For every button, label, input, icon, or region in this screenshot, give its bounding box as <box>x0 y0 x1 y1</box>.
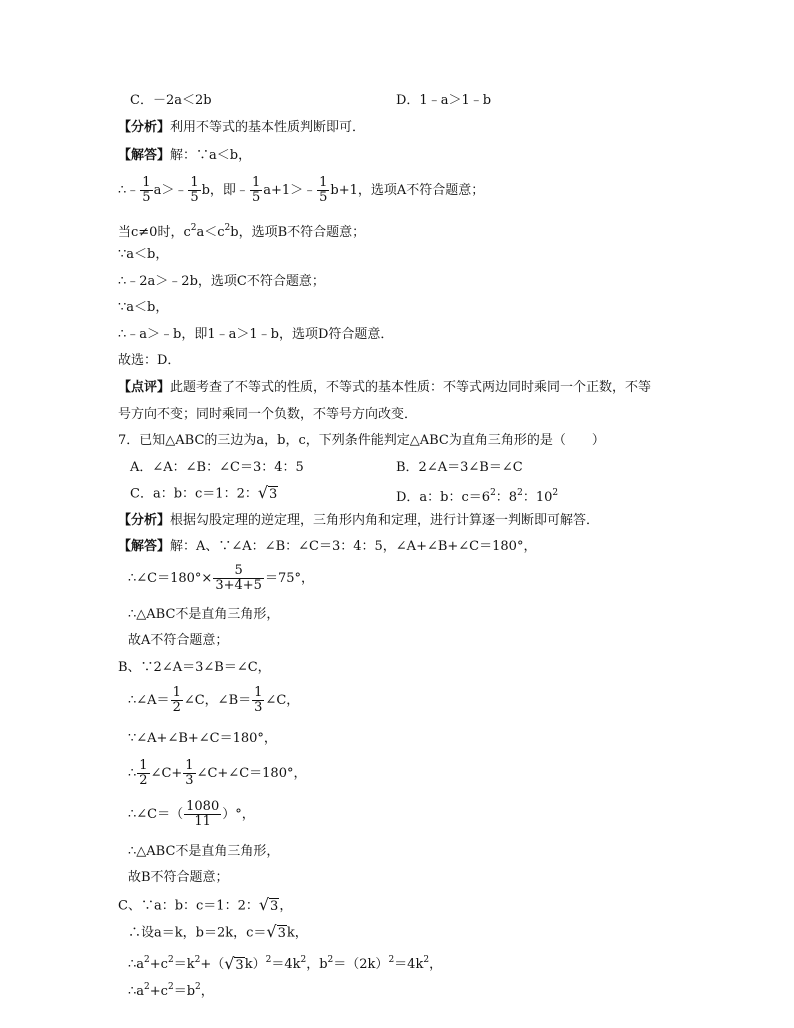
analysis-tag: 【分析】 <box>118 120 171 135</box>
text: b，即﹣ <box>201 183 249 198</box>
q7-stem: 7．已知△ABC的三边为a，b，c，下列条件能判定△ABC为直角三角形的是（ ） <box>118 433 605 448</box>
text: D．a：b：c＝6 <box>396 490 491 505</box>
q6-analysis <box>118 119 365 137</box>
fraction-num: 1 <box>172 685 181 700</box>
q7-solution-b1: B、∵2∠A＝3∠B＝∠C， <box>118 660 271 675</box>
fraction-num: 1 <box>254 685 263 700</box>
q6-solution-line6: ∴﹣a＞﹣b，即1﹣a＞1﹣b，选项D符合题意． <box>118 327 394 342</box>
fraction <box>184 800 221 829</box>
text: b，选项B不符合题意； <box>230 225 366 240</box>
fraction-den: 5 <box>142 190 151 205</box>
q7-solution-b2 <box>128 684 299 718</box>
sqrt: √3 <box>266 922 286 941</box>
superscript: 2 <box>224 223 231 233</box>
text: ∴∠A＝ <box>128 693 170 708</box>
superscript: 2 <box>167 982 174 992</box>
text: ，b <box>306 957 328 972</box>
radicand: 3 <box>270 899 279 914</box>
text: ∴设a＝k，b＝2k，c＝ <box>128 925 267 941</box>
q7-option-c <box>130 484 278 504</box>
q7-solution-b7: 故B不符合题意； <box>128 870 229 885</box>
text: k， <box>286 925 308 941</box>
radicand: 3 <box>277 926 286 941</box>
text: ：10 <box>522 490 553 505</box>
sqrt: √3 <box>224 953 244 973</box>
text: C、∵a：b：c＝1：2： <box>118 898 259 914</box>
q7-solution-a1 <box>118 538 536 556</box>
text: ∠C+ <box>150 766 183 781</box>
solution-tag: 【解答】 <box>118 539 171 554</box>
fraction <box>250 176 262 205</box>
superscript: 2 <box>265 955 272 965</box>
text: 解：A、∵∠A：∠B：∠C＝3：4：5，∠A+∠B+∠C＝180°， <box>170 539 537 554</box>
q7-solution-a2 <box>128 562 314 596</box>
fraction-num: 1080 <box>186 799 220 814</box>
superscript: 2 <box>144 982 150 992</box>
q7-solution-b4 <box>128 757 306 791</box>
q7-option-a: A．∠A：∠B：∠C＝3：4：5 <box>130 460 304 475</box>
q7-solution-c4 <box>128 978 214 1001</box>
fraction-den: 3 <box>185 773 194 788</box>
superscript: 2 <box>552 488 559 498</box>
text: ， <box>200 984 214 999</box>
comment-text: 此题考查了不等式的性质，不等式的基本性质：不等式两边同时乘同一个正数，不等 <box>170 380 652 395</box>
superscript: 2 <box>195 982 201 992</box>
text: ＝b <box>173 984 196 999</box>
superscript: 2 <box>167 955 174 965</box>
q7-solution-b3: ∵∠A+∠B+∠C＝180°， <box>128 731 277 746</box>
fraction <box>137 759 149 788</box>
analysis-text: 根据勾股定理的逆定理，三角形内角和定理，进行计算逐一判断即可解答． <box>170 513 600 528</box>
superscript: 2 <box>490 488 496 498</box>
superscript: 2 <box>300 955 307 965</box>
text: ＝（2k） <box>333 957 389 972</box>
q6-solution-line7: 故选：D． <box>118 353 181 368</box>
text: ， <box>279 898 293 914</box>
text: ∴∠C＝180°× <box>128 571 213 586</box>
text: ＝75°， <box>264 571 314 586</box>
fraction <box>213 564 264 593</box>
text: C．a：b：c＝1：2： <box>130 486 258 502</box>
q7-solution-c3 <box>128 951 442 975</box>
text: ＝4k <box>394 957 424 972</box>
fraction-den: 5 <box>190 190 199 205</box>
fraction-num: 1 <box>251 175 261 190</box>
radicand: 3 <box>269 487 278 502</box>
text: a+1＞﹣ <box>263 183 317 198</box>
q6-comment-cont: 号方向不变；同时乘同一个负数，不等号方向改变． <box>118 407 418 422</box>
q6-solution-line3: ∵a＜b， <box>118 247 169 262</box>
text: ∴∠C＝（ <box>128 807 184 822</box>
superscript: 2 <box>423 955 430 965</box>
q7-solution-c2 <box>128 923 308 943</box>
analysis-tag: 【分析】 <box>118 513 171 528</box>
q6-solution-intro <box>118 147 251 165</box>
text: a＜c <box>196 225 225 240</box>
fraction-num: 1 <box>142 175 151 190</box>
fraction <box>140 176 152 205</box>
superscript: 2 <box>144 955 150 965</box>
text: ∴﹣ <box>118 183 140 198</box>
fraction <box>183 759 195 788</box>
superscript: 2 <box>517 488 523 498</box>
q7-solution-a3: ∴△ABC不是直角三角形， <box>128 607 280 622</box>
q6-solution-line4: ∴﹣2a＞﹣2b，选项C不符合题意； <box>118 274 325 289</box>
text: 当c≠0时，c <box>118 225 191 240</box>
q6-solution-line1 <box>118 175 484 207</box>
analysis-text: 利用不等式的基本性质判断即可． <box>170 120 366 135</box>
text: +c <box>149 957 168 972</box>
radicand: 3 <box>235 957 244 973</box>
q7-option-b: B．2∠A＝3∠B＝∠C <box>396 460 523 475</box>
q6-solution-line5: ∵a＜b， <box>118 300 169 315</box>
q6-option-d: D．1﹣a＞1﹣b <box>396 93 492 108</box>
text: k） <box>244 957 266 972</box>
q7-option-d <box>396 484 558 507</box>
fraction-den: 2 <box>139 773 148 788</box>
fraction-den: 2 <box>172 700 181 715</box>
fraction <box>171 686 183 715</box>
fraction-den: 3 <box>254 700 263 715</box>
q7-analysis <box>118 512 599 530</box>
fraction <box>252 686 264 715</box>
text: ＝k <box>173 957 195 972</box>
q7-solution-b6: ∴△ABC不是直角三角形， <box>128 844 280 859</box>
text: ∴ <box>128 766 137 781</box>
fraction-den: 5 <box>319 190 328 205</box>
superscript: 2 <box>327 955 334 965</box>
fraction <box>317 176 329 205</box>
text: ∴a <box>128 957 145 972</box>
fraction-num: 1 <box>319 175 328 190</box>
superscript: 2 <box>388 955 395 965</box>
fraction-num: 1 <box>139 758 148 773</box>
text: ＝4k <box>271 957 301 972</box>
sqrt: √3 <box>258 895 279 914</box>
q6-solution-line2 <box>118 219 365 242</box>
text: b+1，选项A不符合题意； <box>330 183 485 198</box>
solution-intro: 解：∵a＜b， <box>170 148 252 163</box>
text: +（ <box>200 957 225 972</box>
comment-tag: 【点评】 <box>118 380 171 395</box>
q7-solution-b5 <box>128 798 255 832</box>
text: ：8 <box>495 490 518 505</box>
text: a＞﹣ <box>153 183 188 198</box>
fraction-den: 5 <box>251 190 261 205</box>
q6-comment <box>118 379 651 397</box>
q6-option-c: C．－2a＜2b <box>130 93 212 108</box>
text: ， <box>429 957 443 972</box>
text: ∠C，∠B＝ <box>183 693 252 708</box>
q7-solution-c1 <box>118 896 292 916</box>
fraction-den: 11 <box>184 814 221 829</box>
solution-tag: 【解答】 <box>118 148 171 163</box>
superscript: 2 <box>194 955 201 965</box>
text: ∴a <box>128 984 145 999</box>
fraction <box>188 176 200 205</box>
sqrt: √3 <box>257 483 278 502</box>
fraction-den: 3+4+5 <box>215 578 262 593</box>
text: +c <box>149 984 168 999</box>
fraction-num: 1 <box>190 175 199 190</box>
fraction-num: 1 <box>185 758 194 773</box>
q7-solution-a4: 故A不符合题意； <box>128 633 229 648</box>
text: ∠C， <box>265 693 300 708</box>
text: ）°， <box>222 807 255 822</box>
fraction-num: 5 <box>234 563 243 578</box>
text: ∠C+∠C＝180°， <box>196 766 307 781</box>
superscript: 2 <box>190 223 197 233</box>
